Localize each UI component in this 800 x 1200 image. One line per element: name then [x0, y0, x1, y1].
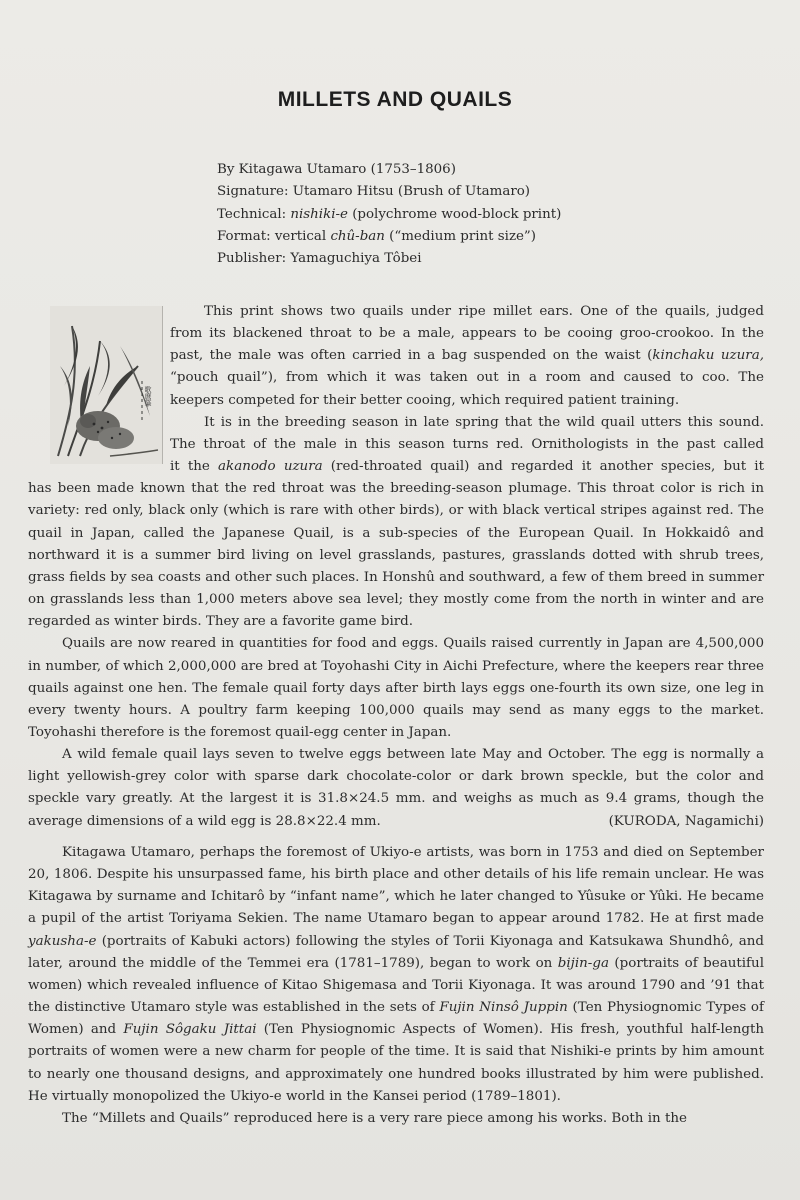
- text-line: past, the male was often carried in a bag suspended on the waist (kinchaku uzura,: [170, 348, 764, 364]
- paragraph-eggs: A wild female quail lays seven to twelve eggs between late May and October. The egg is normally a light yellowish-grey color with sparse dark chocolate-color or dark brown speckle, but the color and speckle vary greatly. At the largest it is 31.8×24.5 mm. and weighs as much as 9.4 grams, though the average dimensions of a wild egg is 28.8×22.4 mm. (KURODA, Nagamichi): [28, 744, 764, 833]
- text-line: The throat of the male in this season turns red. Ornithologists in the past called: [170, 436, 764, 452]
- text-line: It is in the breeding season in late spring that the wild quail utters this sound.: [204, 414, 764, 430]
- text-line: from its blackened throat to be a male, appears to be cooing groo-crookoo. In the: [170, 326, 764, 342]
- paragraph-biography: Kitagawa Utamaro, perhaps the foremost of Ukiyo-e artists, was born in 1753 and died on September 20, 1806. Despite his unsurpassed fame, his birth place and other details of his life remain unclear. He was Kitagawa by surname and Ichitarô by “infant name”, which he later changed to Yûsuke or Yûki. He became a pupil of the artist Toriyama Sekien. The name Utamaro began to appear around 1782. He at first made yakusha-e (portraits of Kabuki actors) following the styles of Torii Kiyonaga and Katsukawa Shundhô, and later, around the middle of the Temmei era (1781–1789), began to work on bijin-ga (portraits of beautiful women) which revealed influence of Kitao Shigemasa and Torii Kiyonaga. It was around 1790 and ’91 that the distinctive Utamaro style was established in the sets of Fujin Ninsô Juppin (Ten Physiognomic Types of Women) and Fujin Sôgaku Jittai (Ten Physiognomic Aspects of Women). His fresh, youthful half-length portraits of women were a new charm for people of the time. It is said that Nishiki-e prints by him amount to nearly one thousand designs, and approximately one hundred books illustrated by him were published. He virtually monopolized the Ukiyo-e world in the Kansei period (1789–1801).: [28, 845, 765, 1104]
- text-line: “pouch quail”), from which it was taken out in a room and caused to coo. The: [170, 370, 764, 386]
- meta-signature: Signature: Utamaro Hitsu (Brush of Utamaro): [217, 184, 531, 200]
- biography-text: [28, 842, 764, 1130]
- print-signature-seal: 歌麿筆: [144, 386, 152, 407]
- print-metadata: [217, 159, 561, 270]
- meta-artist: By Kitagawa Utamaro (1753–1806): [217, 162, 456, 177]
- article-text: [28, 301, 764, 833]
- wrapped-text-block: [28, 301, 764, 478]
- meta-publisher: Publisher: Yamaguchiya Tôbei: [217, 251, 422, 267]
- text-line: keepers competed for their better cooing, which required patient training.: [170, 392, 680, 408]
- text-line: it the akanodo uzura (red-throated quail) and regarded it another species, but it: [170, 459, 764, 475]
- author-attribution: (KURODA, Nagamichi): [608, 813, 764, 829]
- paragraph-last-line: The “Millets and Quails” reproduced here is a very rare piece among his works. Both in the: [62, 1110, 687, 1126]
- page-title: MILLETS AND QUAILS: [277, 88, 513, 111]
- text-line: This print shows two quails under ripe millet ears. One of the quails, judged: [204, 304, 764, 319]
- paragraph-rearing: Quails are now reared in quantities for food and eggs. Quails raised currently in Japan are 4,500,000 in number, of which 2,000,000 are bred at Toyohashi City in Aichi Prefecture, where the keepers rear three quails against one hen. The female quail forty days after birth lays eggs one-fourth its own size, one leg in every twenty hours. A poultry farm keeping 100,000 quails may send as many eggs to the market. Toyohashi therefore is the foremost quail-egg center in Japan.: [28, 636, 764, 740]
- paragraph-breeding: has been made known that the red throat was the breeding-season plumage. This throat color is rich in variety: red only, black only (which is rare with other birds), or with black vertical stripes against red. The quail in Japan, called the Japanese Quail, is a sub-species of the European Quail. In Hokkaidô and northward it is a summer bird living on level grasslands, pastures, grasslands dotted with shrub trees, grass fields by sea coasts and other such places. In Honshû and southward, a few of them breed in summer on grasslands less than 1,000 meters above sea level; they mostly come from the north in winter and are regarded as winter birds. They are a favorite game bird.: [28, 481, 764, 630]
- meta-technical: Technical: nishiki-e (polychrome wood-block print): [217, 206, 562, 222]
- meta-format: Format: vertical chû-ban (“medium print size”): [217, 228, 536, 244]
